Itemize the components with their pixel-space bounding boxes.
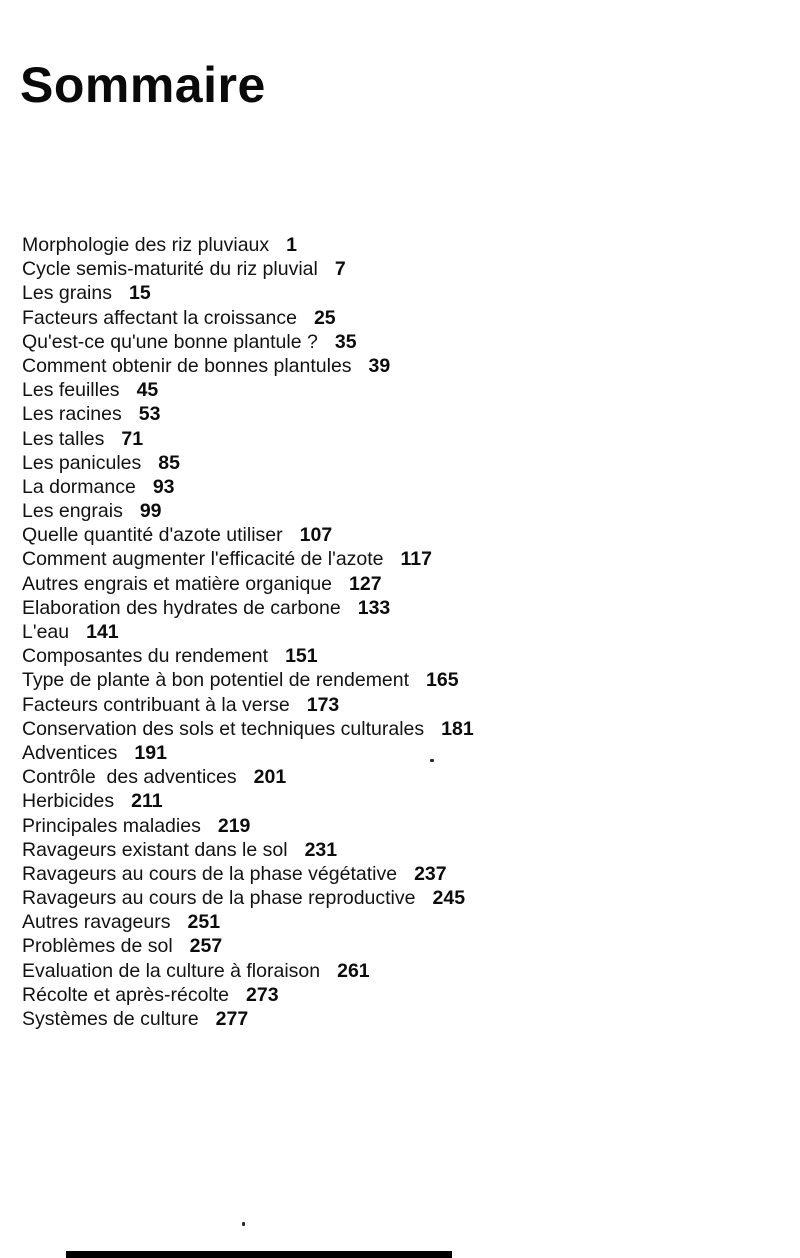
toc-entry xyxy=(22,572,762,596)
toc-entry xyxy=(22,741,762,765)
toc-entry xyxy=(22,765,762,789)
toc-entry-label: Elaboration des hydrates de carbone xyxy=(22,596,341,619)
toc-entry-page-number: 201 xyxy=(253,766,287,789)
toc-entry xyxy=(22,838,762,862)
scan-speck xyxy=(430,759,434,762)
toc-entry-label: Evaluation de la culture à floraison xyxy=(22,959,321,982)
toc-entry-label: Facteurs affectant la croissance xyxy=(22,306,297,329)
toc-entry xyxy=(22,523,762,547)
toc-entry-page-number: 25 xyxy=(313,306,336,329)
toc-entry xyxy=(22,547,762,571)
toc-entry-label: Qu'est-ce qu'une bonne plantule ? xyxy=(22,330,318,353)
toc-entry-label: Ravageurs existant dans le sol xyxy=(22,838,288,861)
toc-entry-page-number: 261 xyxy=(337,959,370,982)
toc-entry-page-number: 257 xyxy=(189,935,223,958)
scan-edge-artifact xyxy=(66,1251,452,1258)
toc-entry-page-number: 99 xyxy=(139,500,162,523)
toc-entry xyxy=(22,475,762,499)
toc-entry-label: Morphologie des riz pluviaux xyxy=(22,234,270,256)
toc-entry xyxy=(22,330,762,354)
toc-entry xyxy=(22,306,762,330)
toc-entry xyxy=(22,378,762,402)
toc-entry-page-number: 93 xyxy=(152,475,175,498)
toc-entry-page-number: 181 xyxy=(441,717,474,740)
toc-entry-page-number: 211 xyxy=(131,790,163,813)
toc-entry-page-number: 165 xyxy=(426,669,459,692)
toc-entry-page-number: 251 xyxy=(187,911,221,934)
page-title: Sommaire xyxy=(20,57,266,113)
toc-entry xyxy=(22,402,762,426)
toc-entry-label: Ravageurs au cours de la phase reproductive xyxy=(22,887,416,910)
toc-entry-label: Les talles xyxy=(22,427,105,450)
toc-entry-label: Principales maladies xyxy=(22,814,201,837)
toc-entry-label: L'eau xyxy=(22,621,70,643)
toc-entry-page-number: 107 xyxy=(299,524,333,547)
toc-entry-page-number: 1 xyxy=(286,234,297,256)
toc-entry-page-number: 35 xyxy=(334,330,357,353)
toc-entry xyxy=(22,1007,762,1031)
toc-entry-label: Quelle quantité d'azote utiliser xyxy=(22,524,283,547)
toc-entry xyxy=(22,910,762,934)
toc-entry-label: Les engrais xyxy=(22,500,123,523)
toc-entry xyxy=(22,620,762,644)
toc-entry-label: Contrôle des adventices xyxy=(22,766,237,789)
toc-entry xyxy=(22,644,762,668)
toc-entry-label: Récolte et après-récolte xyxy=(22,983,230,1006)
toc-entry-page-number: 219 xyxy=(217,814,251,837)
toc-entry-page-number: 45 xyxy=(136,379,159,402)
toc-entry-page-number: 151 xyxy=(285,645,318,668)
toc-entry xyxy=(22,281,762,305)
toc-entry-page-number: 71 xyxy=(121,427,144,450)
toc-entry-label: Comment augmenter l'efficacité de l'azote xyxy=(22,548,384,571)
toc-entry-page-number: 39 xyxy=(368,354,391,377)
toc-entry xyxy=(22,934,762,958)
toc-entry-label: Comment obtenir de bonnes plantules xyxy=(22,354,352,377)
toc-entry-label: Ravageurs au cours de la phase végétative xyxy=(22,862,398,885)
toc-entry-label: Les panicules xyxy=(22,451,142,474)
toc-entry xyxy=(22,789,762,813)
toc-entry xyxy=(22,668,762,692)
toc-entry xyxy=(22,886,762,910)
toc-entry xyxy=(22,354,762,378)
toc-entry-page-number: 15 xyxy=(128,282,151,305)
toc-entry-label: La dormance xyxy=(22,475,136,498)
toc-entry-page-number: 117 xyxy=(400,548,432,571)
toc-entry-label: Les racines xyxy=(22,403,122,426)
toc-entry-page-number: 127 xyxy=(349,572,382,595)
toc-list xyxy=(22,233,762,1031)
toc-entry-label: Les grains xyxy=(22,282,112,305)
toc-entry-label: Problèmes de sol xyxy=(22,935,173,958)
toc-entry xyxy=(22,596,762,620)
toc-entry xyxy=(22,427,762,451)
toc-entry-label: Les feuilles xyxy=(22,379,120,402)
toc-entry-page-number: 133 xyxy=(357,596,391,619)
toc-entry-page-number: 53 xyxy=(138,403,161,426)
toc-entry-page-number: 273 xyxy=(246,983,279,1006)
toc-entry-page-number: 245 xyxy=(432,887,466,910)
toc-entry-page-number: 141 xyxy=(86,621,119,643)
toc-entry-label: Systèmes de culture xyxy=(22,1008,199,1030)
toc-entry-label: Cycle semis-maturité du riz pluvial xyxy=(22,258,318,281)
toc-entry-page-number: 173 xyxy=(306,693,340,716)
toc-entry-label: Type de plante à bon potentiel de rendement xyxy=(22,669,410,692)
toc-entry-label: Autres ravageurs xyxy=(22,911,171,934)
toc-entry-label: Conservation des sols et techniques culturales xyxy=(22,717,425,740)
toc-entry xyxy=(22,959,762,983)
toc-entry-page-number: 191 xyxy=(134,741,167,764)
toc-entry-label: Facteurs contribuant à la verse xyxy=(22,693,290,716)
toc-entry xyxy=(22,499,762,523)
toc-entry xyxy=(22,814,762,838)
toc-entry-page-number: 85 xyxy=(158,451,180,474)
scan-speck xyxy=(242,1222,245,1226)
toc-entry xyxy=(22,983,762,1007)
toc-entry-label: Herbicides xyxy=(22,790,115,813)
toc-entry-page-number: 277 xyxy=(215,1008,249,1030)
toc-entry-label: Composantes du rendement xyxy=(22,645,269,668)
toc-entry-page-number: 237 xyxy=(414,862,447,885)
toc-entry xyxy=(22,862,762,886)
toc-entry-label: Adventices xyxy=(22,741,118,764)
toc-entry xyxy=(22,257,762,281)
toc-entry-page-number: 7 xyxy=(334,258,346,281)
toc-entry xyxy=(22,233,762,257)
toc-entry xyxy=(22,693,762,717)
toc-entry xyxy=(22,451,762,475)
toc-entry xyxy=(22,717,762,741)
toc-entry-label: Autres engrais et matière organique xyxy=(22,572,333,595)
toc-entry-page-number: 231 xyxy=(304,838,338,861)
